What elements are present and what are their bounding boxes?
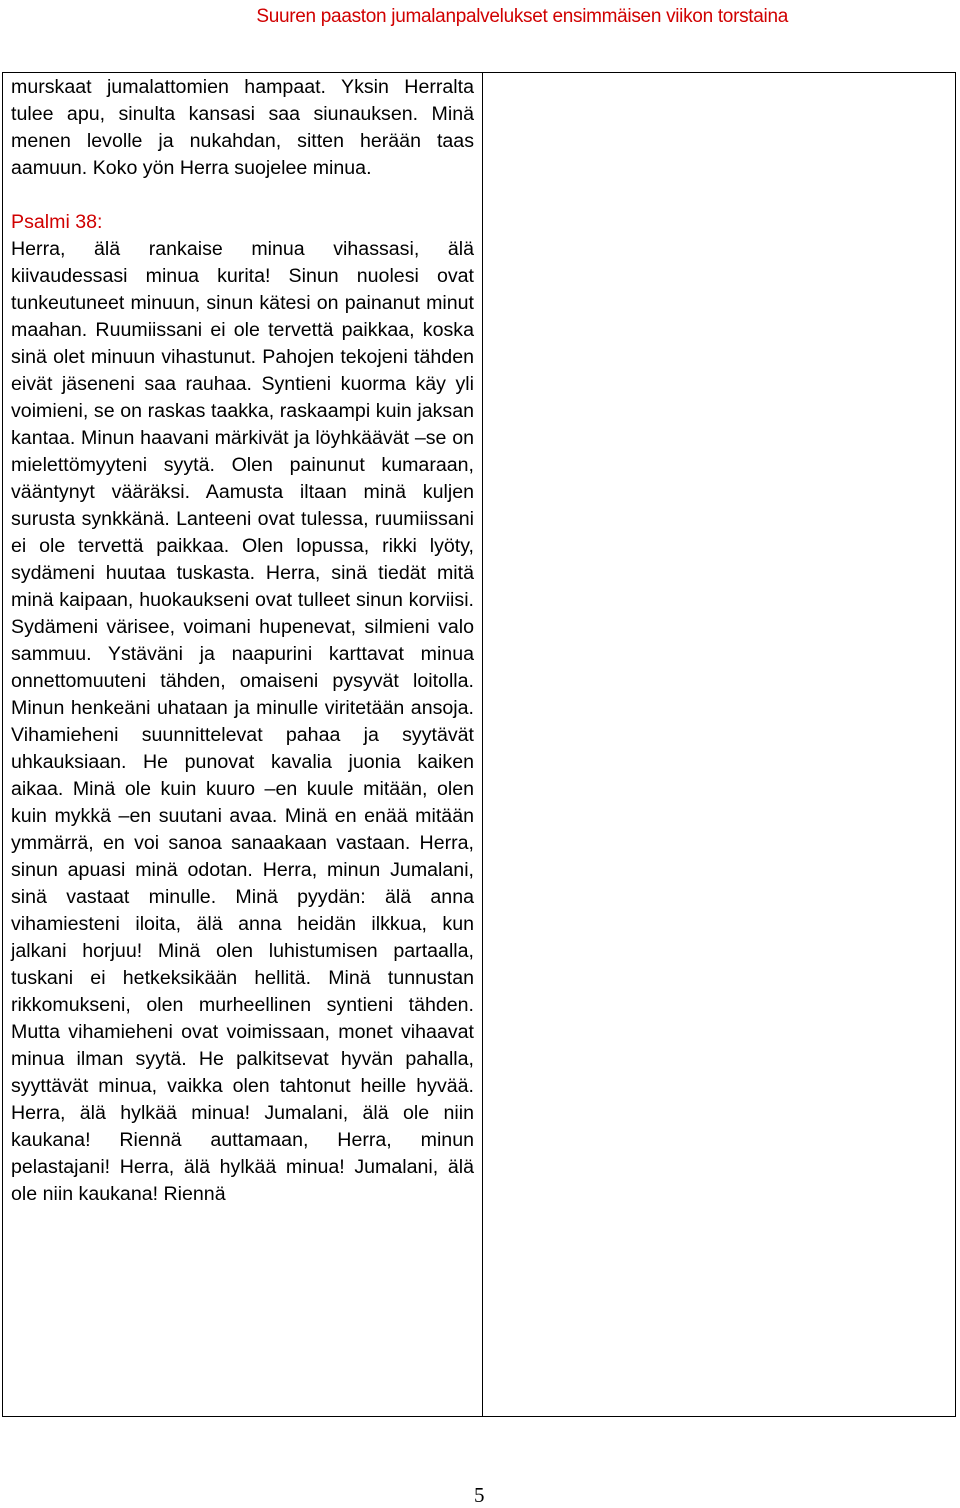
psalm-heading: Psalmi 38:: [11, 211, 103, 233]
intro-text: murskaat jumalattomien hampaat. Yksin Herralta tulee apu, sinulta kansasi saa siunauksen. Minä menen levolle ja nukahdan, sitten herään taas aamuun. Koko yön Herra suojelee minua.: [11, 76, 474, 179]
page-number: 5: [474, 1483, 485, 1507]
paragraph-spacer: [11, 182, 474, 209]
page-header-title: Suuren paaston jumalanpalvelukset ensimmäisen viikon torstaina: [256, 6, 788, 27]
left-column: [11, 74, 474, 1208]
two-column-table: [2, 72, 956, 1417]
column-divider: [482, 73, 483, 1416]
psalm-text: Herra, älä rankaise minua vihassasi, älä kiivaudessasi minua kurita! Sinun nuolesi ovat tunkeutuneet minuun, sinun kätesi on painanut minut maahan. Ruumiissani ei ole tervettä paikkaa, koska sinä olet minuun vihastunut. Pahojen tekojeni tähden eivät jäseneni saa rauhaa. Syntieni kuorma käy yli voimieni, se on raskas taakka, raskaampi kuin jaksan kantaa. Minun haavani märkivät ja löyhkäävät –se on mielettömyyteni syytä. Olen painunut kumaraan, vääntynyt vääräksi. Aamusta iltaan minä kuljen surusta synkkänä. Lanteeni ovat tulessa, ruumiissani ei ole tervettä paikkaa. Olen lopussa, rikki lyöty, sydämeni huutaa tuskasta. Herra, sinä tiedät mitä minä kaipaan, huokaukseni ovat tulleet sinun korviisi. Sydämeni värisee, voimani hupenevat, silmieni valo sammuu. Ystäväni ja naapurini karttavat minua onnettomuuteni tähden, omaiseni pysyvät loitolla. Minun henkeäni uhataan ja minulle viritetään ansoja. Vihamieheni suunnittelevat pahaa ja syytävät uhkauksiaan. He punovat kavalia juonia kaiken aikaa. Minä ole kuin kuuro –en kuule mitään, olen kuin mykkä –en suutani avaa. Minä en enää mitään ymmärrä, en voi sanoa sanaakaan vastaan. Herra, sinun apuasi minä odotan. Herra, minun Jumalani, sinä vastaat minulle. Minä pyydän: älä anna vihamiesteni iloita, älä anna heidän ilkkua, kun jalkani horjuu! Minä olen luhistumisen partaalla, tuskani ei hetkeksikään hellitä. Minä tunnustan rikkomukseni, olen murheellinen syntieni tähden. Mutta vihamieheni ovat voimissaan, monet vihaavat minua ilman syytä. He palkitsevat hyvän pahalla, syyttävät minua, vaikka olen tahtonut heille hyvää. Herra, älä hylkää minua! Jumalani, älä ole niin kaukana! Riennä auttamaan, Herra, minun pelastajani! Herra, älä hylkää minua! Jumalani, älä ole niin kaukana! Riennä: [11, 238, 474, 1205]
